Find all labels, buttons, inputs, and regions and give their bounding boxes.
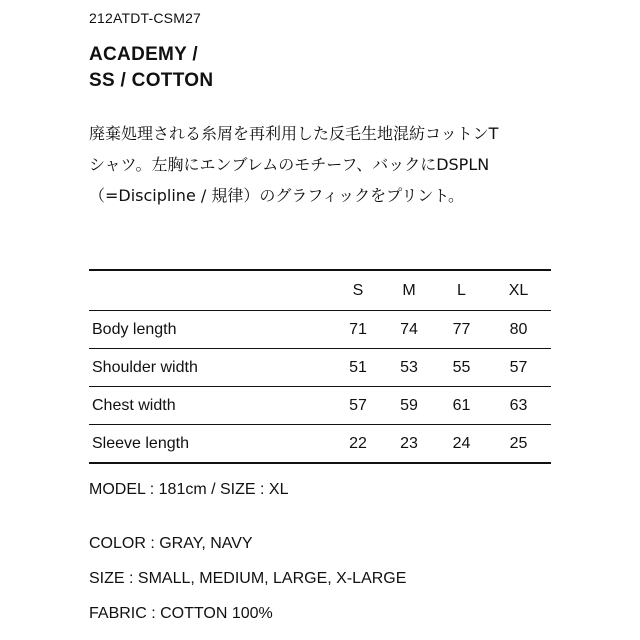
product-title-line-1: ACADEMY / [89,44,198,65]
table-cell: 57 [335,387,381,425]
product-title [89,42,213,94]
table-cell: 25 [486,425,551,464]
row-label: Sleeve length [89,425,335,464]
fabric-info: FABRIC : COTTON 100% [89,605,273,622]
size-table-corner [89,270,335,311]
size-header-xl: XL [486,270,551,311]
table-cell: 51 [335,349,381,387]
row-label: Chest width [89,387,335,425]
table-row-body-length [89,311,551,349]
color-info: COLOR : GRAY, NAVY [89,535,253,552]
description-line: （=Discipline / 規律）のグラフィックをプリント。 [89,186,464,205]
table-cell: 61 [437,387,486,425]
table-cell: 59 [381,387,437,425]
table-cell: 57 [486,349,551,387]
model-info: MODEL : 181cm / SIZE : XL [89,481,289,498]
product-code: 212ATDT-CSM27 [89,10,202,26]
table-cell: 53 [381,349,437,387]
size-table-header-row [89,270,551,311]
product-description [89,118,559,211]
table-row-sleeve-length [89,425,551,464]
table-cell: 55 [437,349,486,387]
table-cell: 24 [437,425,486,464]
table-cell: 23 [381,425,437,464]
row-label: Body length [89,311,335,349]
size-header-l: L [437,270,486,311]
table-cell: 80 [486,311,551,349]
description-line: シャツ。左胸にエンブレムのモチーフ、バックにDSPLN [89,155,490,174]
table-row-chest-width [89,387,551,425]
size-header-m: M [381,270,437,311]
row-label: Shoulder width [89,349,335,387]
table-cell: 63 [486,387,551,425]
size-info: SIZE : SMALL, MEDIUM, LARGE, X-LARGE [89,570,407,587]
product-title-line-2: SS / COTTON [89,70,214,91]
size-header-s: S [335,270,381,311]
table-cell: 74 [381,311,437,349]
table-cell: 71 [335,311,381,349]
description-line: 廃棄処理される糸屑を再利用した反毛生地混紡コットンT [89,124,499,143]
size-table [89,269,551,464]
table-cell: 22 [335,425,381,464]
table-row-shoulder-width [89,349,551,387]
table-cell: 77 [437,311,486,349]
